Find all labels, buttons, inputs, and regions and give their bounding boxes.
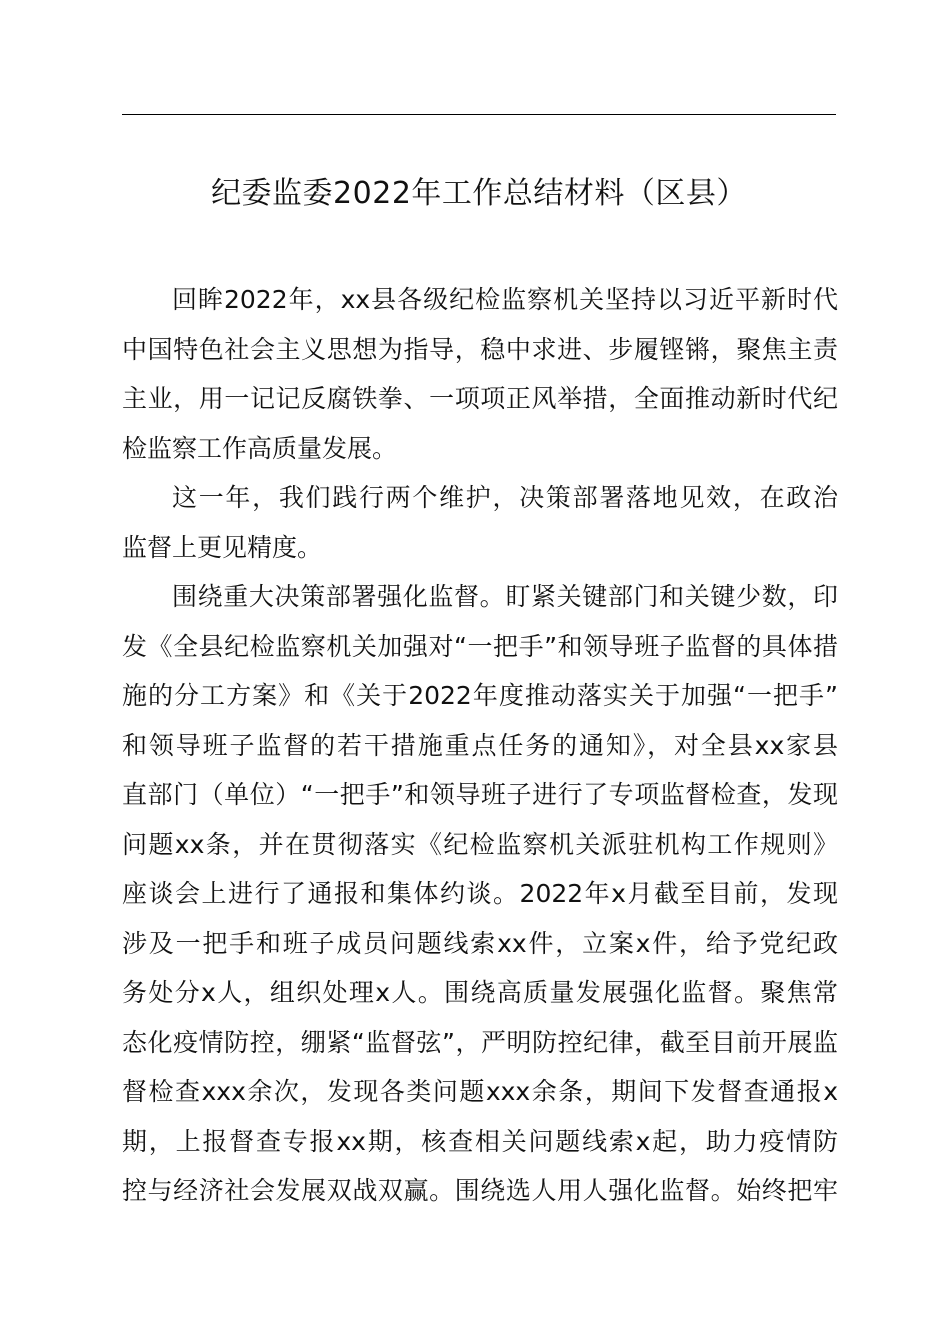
body-line: 期，上报督查专报xx期，核查相关问题线索x起，助力疫情防 [122, 1126, 838, 1156]
body-line: 施的分工方案》和《关于2022年度推动落实关于加强“一把手” [122, 681, 838, 710]
body-line: 回眸2022年，xx县各级纪检监察机关坚持以习近平新时代 [172, 285, 838, 314]
body-line: 督检查xxx余次，发现各类问题xxx余条，期间下发督查通报x [122, 1077, 838, 1106]
body-line: 检监察工作高质量发展。 [122, 433, 398, 463]
body-line: 中国特色社会主义思想为指导，稳中求进、步履铿锵，聚焦主责 [122, 334, 838, 364]
body-line: 直部门（单位）“一把手”和领导班子进行了专项监督检查，发现 [122, 780, 838, 809]
body-line: 态化疫情防控，绷紧“监督弦”，严明防控纪律，截至目前开展监 [122, 1027, 838, 1057]
body-line: 涉及一把手和班子成员问题线索xx件，立案x件，给予党纪政 [122, 928, 838, 958]
body-line: 这一年，我们践行两个维护，决策部署落地见效，在政治 [172, 483, 838, 512]
document-title: 纪委监委2022年工作总结材料（区县） [211, 176, 747, 211]
body-line: 务处分x人，组织处理x人。围绕高质量发展强化监督。聚焦常 [122, 978, 838, 1007]
body-line: 问题xx条，并在贯彻落实《纪检监察机关派驻机构工作规则》 [122, 829, 838, 859]
body-line: 围绕重大决策部署强化监督。盯紧关键部门和关键少数，印 [172, 582, 838, 611]
document-body [122, 275, 838, 1216]
body-line: 控与经济社会发展双战双赢。围绕选人用人强化监督。始终把牢 [122, 1176, 838, 1205]
body-line: 监督上更见精度。 [122, 532, 323, 562]
body-line: 主业，用一记记反腐铁拳、一项项正风举措，全面推动新时代纪 [122, 384, 838, 413]
body-line: 发《全县纪检监察机关加强对“一把手”和领导班子监督的具体措 [122, 631, 838, 661]
top-rule [122, 114, 836, 115]
body-line: 座谈会上进行了通报和集体约谈。2022年x月截至目前，发现 [122, 879, 838, 908]
body-line: 和领导班子监督的若干措施重点任务的通知》，对全县xx家县 [122, 730, 838, 760]
